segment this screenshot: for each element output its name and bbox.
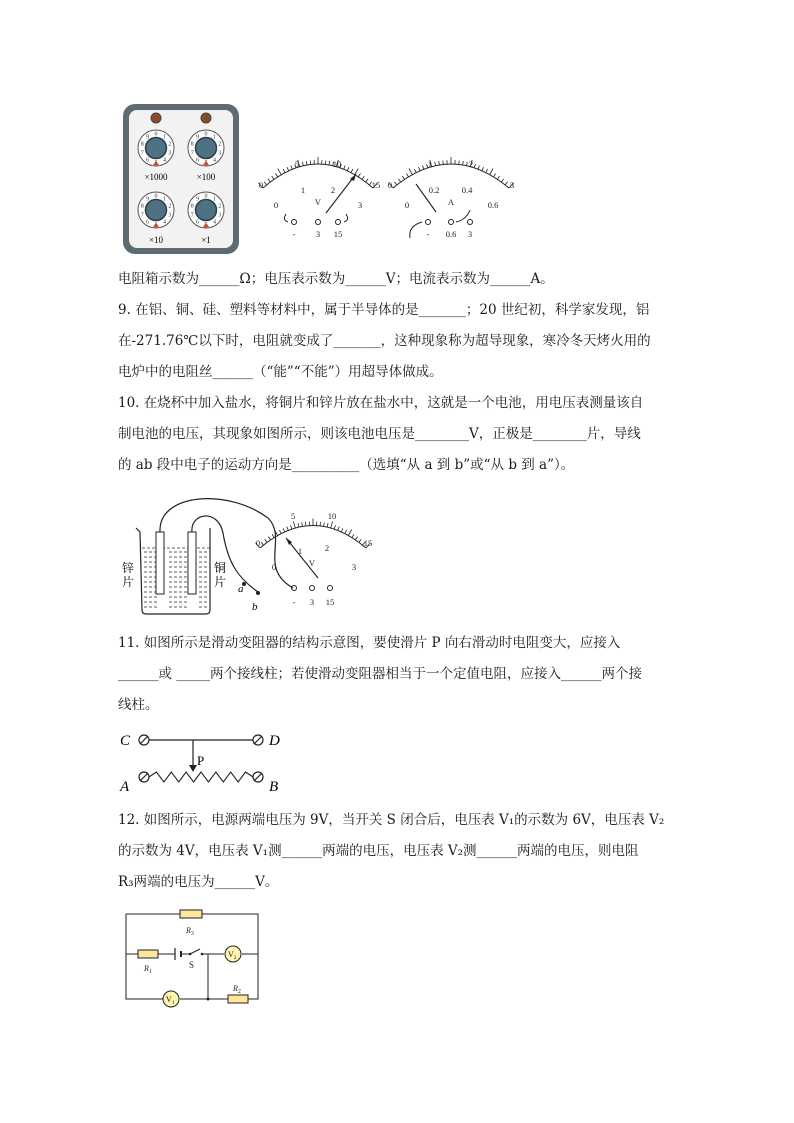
am-top-1: 1 <box>427 159 433 169</box>
zinc-label-1: 锌 <box>122 561 135 575</box>
terminal-b-label: B <box>269 779 279 795</box>
resistor-r1 <box>138 950 158 958</box>
q11-line-1: 11. 如图所示是滑动变阻器的结构示意图，要使滑片 P 向右滑动时电阻变大，应接入 <box>118 635 621 651</box>
am-top-3: 3 <box>509 180 515 190</box>
dial-digit: 2 <box>168 203 172 210</box>
dial-digit: 4 <box>213 219 216 226</box>
bvm-top-5: 5 <box>290 511 296 521</box>
am-term-neg: - <box>426 229 430 239</box>
dial-digit: 8 <box>140 203 144 210</box>
r3-label: $R_3$ <box>186 926 194 937</box>
dial-digit: 7 <box>190 212 194 219</box>
bvm-bot-2: 2 <box>324 543 330 553</box>
vm-top-10: 10 <box>332 159 342 169</box>
vm-bot-3: 3 <box>357 200 363 210</box>
am-top-2: 2 <box>468 159 474 169</box>
dial-digit: 8 <box>140 141 144 148</box>
bvm-bot-3: 3 <box>351 562 357 572</box>
dial-digit: 9 <box>196 196 199 203</box>
dial-digit: 6 <box>146 157 149 164</box>
q12-line-3: R₃两端的电压为______V。 <box>118 874 279 890</box>
am-term-06: 0.6 <box>445 229 457 239</box>
q10-line-1: 10. 在烧杯中加入盐水，将铜片和锌片放在盐水中，这就是一个电池，用电压表测量该自 <box>118 395 644 411</box>
terminal-c-label: C <box>120 733 131 749</box>
q11-line-3: 线柱。 <box>118 697 159 713</box>
dial-digit: 4 <box>213 157 216 164</box>
v1-label: $V_1$ <box>166 995 175 1006</box>
dial-digit: 3 <box>168 212 172 219</box>
dial-digit: 0 <box>154 193 158 200</box>
dial-digit: 0 <box>204 193 208 200</box>
vm-bot-2: 2 <box>330 185 336 195</box>
vm-top-15: 15 <box>371 180 381 190</box>
terminal-a-label: A <box>120 779 130 795</box>
dial-digit: 8 <box>190 203 194 210</box>
bvm-term-neg: - <box>292 597 296 607</box>
resistor-r3 <box>180 910 202 918</box>
q12-line-2: 的示数为 4V，电压表 V₁测______两端的电压，电压表 V₂测______两端的电压，则电阻 <box>118 843 639 859</box>
dial-digit: 9 <box>146 134 149 141</box>
point-b: b <box>252 601 258 613</box>
resistance-wire <box>149 772 253 782</box>
vm-term-neg: - <box>292 229 296 239</box>
circuit-figure <box>118 905 268 1013</box>
bvm-top-15: 15 <box>363 538 373 548</box>
dial-digit: 3 <box>218 212 222 219</box>
dial-digit: 1 <box>163 134 166 141</box>
copper-label-2: 片 <box>214 575 227 589</box>
am-top-0: 0 <box>387 180 393 190</box>
bvm-bot-1: 1 <box>297 546 303 556</box>
meters-figure <box>118 100 538 260</box>
bvm-top-10: 10 <box>327 511 337 521</box>
ammeter <box>388 157 514 239</box>
zinc-plate <box>156 532 164 594</box>
vm-bot-1: 1 <box>300 185 306 195</box>
dial-digit: 2 <box>168 141 172 148</box>
dial-digit: 2 <box>218 203 222 210</box>
am-term-3: 3 <box>467 229 473 239</box>
dial-digit: 6 <box>146 219 149 226</box>
meters-question-line: 电阻箱示数为______Ω；电压表示数为______V；电流表示数为______A。 <box>118 271 554 287</box>
copper-label-1: 铜 <box>214 561 227 575</box>
bvm-bot-0: 0 <box>271 562 277 572</box>
am-bot-0: 0 <box>404 200 410 210</box>
battery-figure <box>118 488 388 618</box>
dial-digit: 3 <box>168 150 172 157</box>
am-bot-04: 0.4 <box>461 185 473 195</box>
vm-unit: V <box>314 197 322 207</box>
dial-digit: 7 <box>190 150 194 157</box>
bvm-unit: V <box>308 558 316 568</box>
dial-digit: 4 <box>163 219 166 226</box>
bvm-top-0: 0 <box>255 538 261 548</box>
resistance-box <box>123 104 239 254</box>
vm-bot-0: 0 <box>273 200 279 210</box>
dial-digit: 0 <box>204 131 208 138</box>
multiplier-x1: ×1 <box>201 235 211 245</box>
resistor-r2 <box>228 995 248 1003</box>
dial-digit: 4 <box>163 157 166 164</box>
am-bot-02: 0.2 <box>428 185 440 195</box>
dial-digit: 7 <box>140 150 144 157</box>
dial-digit: 5 <box>154 222 158 229</box>
dial-digit: 0 <box>154 131 158 138</box>
dial-digit: 3 <box>218 150 222 157</box>
q9-line-1: 9. 在铝、铜、硅、塑料等材料中，属于半导体的是_______；20 世纪初，科学家发现，铝 <box>118 302 650 318</box>
dial-digit: 7 <box>140 212 144 219</box>
terminal-d-label: D <box>269 733 280 749</box>
dial-digit: 9 <box>146 196 149 203</box>
rheostat-figure <box>118 725 298 795</box>
q11-line-2: ______或 _____两个接线柱；若使滑动变阻器相当于一个定值电阻，应接入______两个接 <box>118 666 643 682</box>
r2-label: $R_2$ <box>233 984 241 995</box>
multiplier-x100: ×100 <box>196 172 216 182</box>
am-unit: A <box>447 197 455 207</box>
q9-line-3: 电炉中的电阻丝______（“能”“不能”）用超导体做成。 <box>118 364 443 380</box>
q12-line-1: 12. 如图所示，电源两端电压为 9V，当开关 S 闭合后，电压表 V₁的示数为 6V，电压表 V₂ <box>118 812 665 828</box>
dial-digit: 1 <box>163 196 166 203</box>
am-bot-06: 0.6 <box>487 200 499 210</box>
voltmeter <box>258 157 380 239</box>
r1-label: $R_1$ <box>144 964 152 975</box>
dial-digit: 6 <box>196 219 199 226</box>
dial-digit: 9 <box>196 134 199 141</box>
dial-digit: 5 <box>204 222 208 229</box>
q9-line-2: 在-271.76℃以下时，电阻就变成了_______，这种现象称为超导现象，寒冷冬天烤火用的 <box>118 333 651 349</box>
multiplier-x10: ×10 <box>148 235 164 245</box>
multiplier-x1000: ×1000 <box>144 172 168 182</box>
dial-digit: 5 <box>154 160 158 167</box>
switch-s-label: S <box>189 960 195 970</box>
dial-digit: 1 <box>213 196 216 203</box>
v2-label: $V_2$ <box>228 950 237 961</box>
slider-p-label: P <box>197 753 205 768</box>
dial-digit: 8 <box>190 141 194 148</box>
q10-line-3: 的 ab 段中电子的运动方向是__________（选填“从 a 到 b”或“从 b 到 a”）。 <box>118 457 575 473</box>
dial-digit: 2 <box>218 141 222 148</box>
point-a: a <box>238 583 244 595</box>
vm-top-5: 5 <box>294 159 300 169</box>
q10-line-2: 制电池的电压，其现象如图所示，则该电池电压是________V，正极是________片，导线 <box>118 426 641 442</box>
vm-term-15: 15 <box>333 229 343 239</box>
vm-term-3: 3 <box>315 229 321 239</box>
zinc-label-2: 片 <box>122 575 135 589</box>
vm-top-0: 0 <box>258 180 264 190</box>
copper-plate <box>188 532 196 594</box>
dial-digit: 1 <box>213 134 216 141</box>
bvm-term-15: 15 <box>325 597 335 607</box>
dial-digit: 6 <box>196 157 199 164</box>
bvm-term-3: 3 <box>309 597 315 607</box>
dial-digit: 5 <box>204 160 208 167</box>
